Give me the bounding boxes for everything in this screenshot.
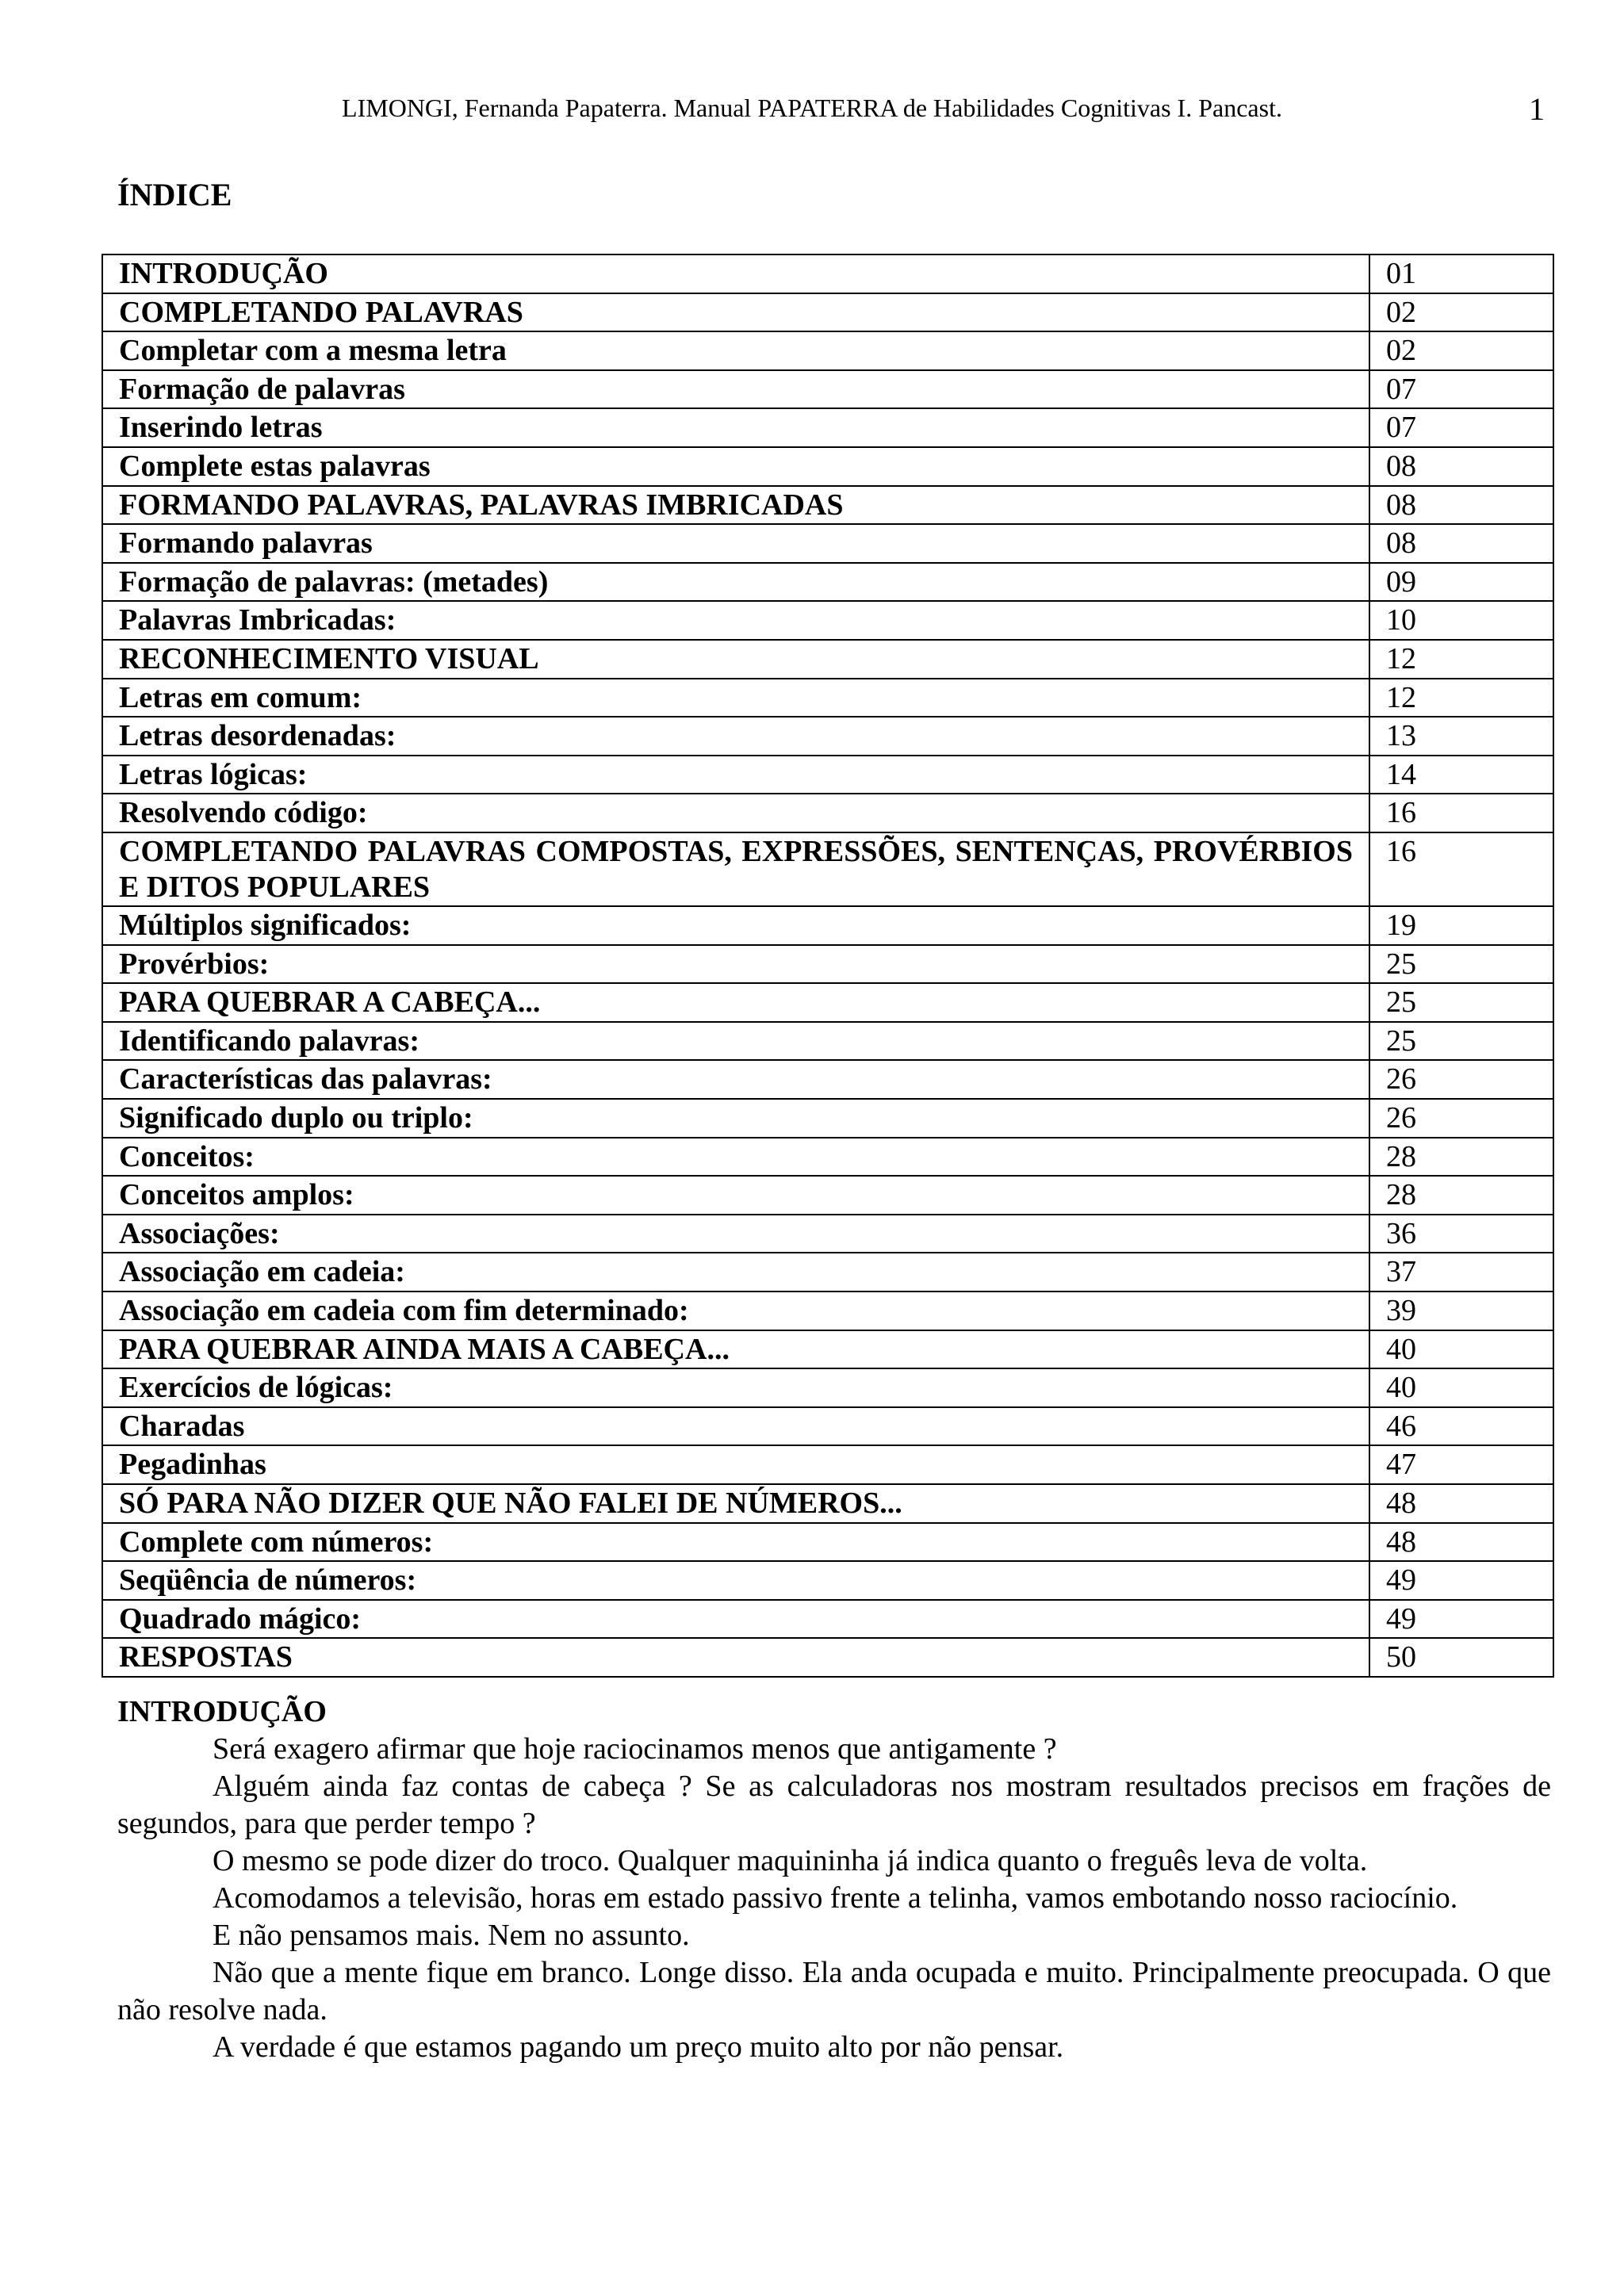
toc-row <box>102 1176 1553 1215</box>
toc-entry-title: INTRODUÇÃO <box>102 254 1369 293</box>
toc-entry-page: 14 <box>1369 756 1553 794</box>
toc-entry-title: Letras desordenadas: <box>102 717 1369 756</box>
toc-entry-title: Conceitos amplos: <box>102 1176 1369 1215</box>
toc-row <box>102 1600 1553 1639</box>
introduction-paragraph: Alguém ainda faz contas de cabeça ? Se as calculadoras nos mostram resultados precisos em frações de segundos, para que perder tempo ? <box>117 1770 1551 1840</box>
toc-row <box>102 1407 1553 1446</box>
table-of-contents <box>102 254 1554 1678</box>
toc-entry-title: Provérbios: <box>102 945 1369 984</box>
toc-entry-title: Associação em cadeia com fim determinado: <box>102 1292 1369 1330</box>
toc-entry-title: Complete estas palavras <box>102 447 1369 486</box>
introduction-section <box>117 1693 1551 2066</box>
toc-entry-page: 48 <box>1369 1484 1553 1523</box>
introduction-paragraph: Acomodamos a televisão, horas em estado passivo frente a telinha, vamos embotando nosso raciocínio. <box>213 1881 1458 1915</box>
toc-entry-title: Pegadinhas <box>102 1445 1369 1484</box>
toc-entry-page: 12 <box>1369 640 1553 679</box>
toc-row <box>102 1022 1553 1061</box>
toc-row <box>102 640 1553 679</box>
toc-entry-title: Formação de palavras: (metades) <box>102 563 1369 602</box>
toc-entry-page: 07 <box>1369 370 1553 409</box>
toc-row <box>102 1330 1553 1369</box>
toc-row <box>102 486 1553 525</box>
toc-row <box>102 1292 1553 1330</box>
toc-entry-page: 28 <box>1369 1138 1553 1177</box>
toc-entry-title: Identificando palavras: <box>102 1022 1369 1061</box>
toc-entry-page: 37 <box>1369 1253 1553 1292</box>
toc-entry-title: COMPLETANDO PALAVRAS COMPOSTAS, EXPRESSÕES, SENTENÇAS, PROVÉRBIOS E DITOS POPULARES <box>102 832 1369 906</box>
toc-row <box>102 370 1553 409</box>
toc-entry-title: Resolvendo código: <box>102 794 1369 832</box>
introduction-body <box>117 1731 1551 2066</box>
toc-entry-title: RESPOSTAS <box>102 1638 1369 1677</box>
toc-row <box>102 717 1553 756</box>
toc-row <box>102 756 1553 794</box>
toc-entry-page: 26 <box>1369 1060 1553 1099</box>
page-number: 1 <box>1529 91 1545 127</box>
toc-entry-title: Inserindo letras <box>102 408 1369 447</box>
toc-entry-page: 25 <box>1369 983 1553 1022</box>
toc-entry-title: Associações: <box>102 1215 1369 1253</box>
introduction-paragraph: A verdade é que estamos pagando um preço muito alto por não pensar. <box>213 2030 1064 2064</box>
toc-entry-title: Quadrado mágico: <box>102 1600 1369 1639</box>
toc-row <box>102 1638 1553 1677</box>
toc-entry-title: Formando palavras <box>102 524 1369 563</box>
introduction-heading: INTRODUÇÃO <box>117 1695 327 1728</box>
toc-entry-title: Seqüência de números: <box>102 1561 1369 1600</box>
toc-entry-page: 28 <box>1369 1176 1553 1215</box>
toc-entry-title: Letras lógicas: <box>102 756 1369 794</box>
toc-entry-page: 09 <box>1369 563 1553 602</box>
toc-entry-page: 13 <box>1369 717 1553 756</box>
running-header: LIMONGI, Fernanda Papaterra. Manual PAPATERRA de Habilidades Cognitivas I. Pancast. <box>342 94 1282 122</box>
toc-entry-page: 48 <box>1369 1523 1553 1562</box>
introduction-paragraph: O mesmo se pode dizer do troco. Qualquer maquininha já indica quanto o freguês leva de volta. <box>213 1844 1368 1877</box>
toc-row <box>102 983 1553 1022</box>
toc-entry-title: Palavras Imbricadas: <box>102 601 1369 640</box>
toc-row <box>102 1523 1553 1562</box>
toc-row <box>102 1561 1553 1600</box>
toc-entry-page: 40 <box>1369 1368 1553 1407</box>
toc-row <box>102 408 1553 447</box>
toc-entry-page: 07 <box>1369 408 1553 447</box>
toc-row <box>102 1099 1553 1138</box>
toc-entry-page: 49 <box>1369 1561 1553 1600</box>
toc-entry-title: PARA QUEBRAR A CABEÇA... <box>102 983 1369 1022</box>
introduction-paragraph: Não que a mente fique em branco. Longe disso. Ela anda ocupada e muito. Principalmente preocupada. O que não resolve nada. <box>117 1956 1551 2026</box>
toc-entry-page: 02 <box>1369 293 1553 332</box>
toc-entry-page: 49 <box>1369 1600 1553 1639</box>
toc-entry-page: 46 <box>1369 1407 1553 1446</box>
toc-row <box>102 563 1553 602</box>
toc-row <box>102 254 1553 293</box>
toc-entry-title: Completar com a mesma letra <box>102 331 1369 370</box>
toc-entry-page: 40 <box>1369 1330 1553 1369</box>
toc-entry-page: 08 <box>1369 524 1553 563</box>
toc-row <box>102 1215 1553 1253</box>
introduction-paragraph: E não pensamos mais. Nem no assunto. <box>213 1919 690 1952</box>
toc-row <box>102 1484 1553 1523</box>
toc-entry-page: 12 <box>1369 679 1553 718</box>
toc-row <box>102 832 1553 906</box>
toc-entry-page: 08 <box>1369 447 1553 486</box>
toc-entry-title: FORMANDO PALAVRAS, PALAVRAS IMBRICADAS <box>102 486 1369 525</box>
toc-entry-title: Letras em comum: <box>102 679 1369 718</box>
toc-row <box>102 1445 1553 1484</box>
toc-row <box>102 1368 1553 1407</box>
toc-entry-page: 10 <box>1369 601 1553 640</box>
toc-entry-title: Significado duplo ou triplo: <box>102 1099 1369 1138</box>
toc-entry-title: PARA QUEBRAR AINDA MAIS A CABEÇA... <box>102 1330 1369 1369</box>
toc-entry-title: Charadas <box>102 1407 1369 1446</box>
toc-entry-page: 39 <box>1369 1292 1553 1330</box>
toc-entry-title: COMPLETANDO PALAVRAS <box>102 293 1369 332</box>
toc-entry-page: 36 <box>1369 1215 1553 1253</box>
toc-entry-page: 50 <box>1369 1638 1553 1677</box>
toc-row <box>102 447 1553 486</box>
toc-entry-title: Exercícios de lógicas: <box>102 1368 1369 1407</box>
toc-entry-page: 16 <box>1369 794 1553 832</box>
toc-row <box>102 906 1553 945</box>
toc-entry-title: Formação de palavras <box>102 370 1369 409</box>
toc-entry-page: 02 <box>1369 331 1553 370</box>
toc-entry-page: 47 <box>1369 1445 1553 1484</box>
toc-entry-page: 25 <box>1369 1022 1553 1061</box>
toc-entry-page: 25 <box>1369 945 1553 984</box>
toc-body <box>102 254 1553 1677</box>
toc-row <box>102 293 1553 332</box>
toc-entry-title: SÓ PARA NÃO DIZER QUE NÃO FALEI DE NÚMEROS... <box>102 1484 1369 1523</box>
toc-row <box>102 1138 1553 1177</box>
toc-entry-page: 16 <box>1369 832 1553 906</box>
toc-entry-page: 19 <box>1369 906 1553 945</box>
toc-row <box>102 679 1553 718</box>
toc-entry-title: Complete com números: <box>102 1523 1369 1562</box>
toc-row <box>102 331 1553 370</box>
toc-row <box>102 945 1553 984</box>
toc-row <box>102 794 1553 832</box>
toc-row <box>102 1060 1553 1099</box>
toc-entry-title: Conceitos: <box>102 1138 1369 1177</box>
toc-entry-page: 26 <box>1369 1099 1553 1138</box>
toc-row <box>102 601 1553 640</box>
toc-entry-title: Múltiplos significados: <box>102 906 1369 945</box>
toc-entry-title: Características das palavras: <box>102 1060 1369 1099</box>
toc-entry-title: Associação em cadeia: <box>102 1253 1369 1292</box>
toc-entry-page: 01 <box>1369 254 1553 293</box>
index-heading: ÍNDICE <box>117 177 232 212</box>
toc-row <box>102 1253 1553 1292</box>
toc-row <box>102 524 1553 563</box>
toc-entry-title: RECONHECIMENTO VISUAL <box>102 640 1369 679</box>
toc-entry-page: 08 <box>1369 486 1553 525</box>
introduction-paragraph: Será exagero afirmar que hoje raciocinamos menos que antigamente ? <box>213 1732 1057 1766</box>
